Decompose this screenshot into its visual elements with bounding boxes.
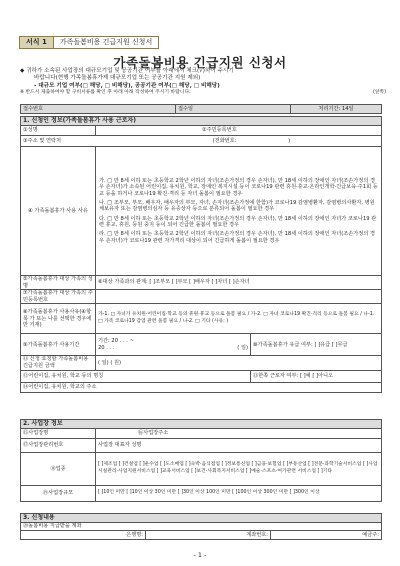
request-section [20, 513, 382, 540]
section-2-title: 2. 사업장 정보 [21, 420, 382, 429]
requested-amount-field[interactable]: ( 일) ( 원) [96, 356, 382, 370]
industry-label: ⑱업종 [21, 453, 96, 486]
company-address-field[interactable]: ⑯사업장주소 [96, 429, 382, 439]
reason-option-ra[interactable]: 라. □ 만 8세 이하 또는 초등학교 2학년 이하의 자녀(조손가정의 경우 손자녀), 만 18세 이하의 장애인 자녀(조손가정의 경우 손자녀)가 코로나19 관련 자가격리 대상이 되어 긴급하게 돌봄이 필요한 경우 [99, 231, 375, 244]
leave-reason-options [96, 147, 382, 276]
employer-number-field[interactable]: ⑰사업장관리번호 [21, 439, 96, 453]
form-name: 가족돌봄비용 긴급지원 신청서 [59, 38, 153, 46]
school-name-field[interactable]: ⑫어린이집, 유치원, 학교 등의 명칭 [21, 370, 251, 382]
target-family-rrn-field[interactable]: ⑦가족돌봄휴가 대상 가족의 주민등록번호 [21, 290, 96, 304]
bank-account-label: ⑳돌봄비용 지급받을 계좌 [21, 523, 382, 531]
rrn-field[interactable]: ②주민등록번호 [96, 126, 382, 136]
account-number-field[interactable]: 계좌번호: [146, 531, 271, 540]
reason-option-da[interactable]: 다. □ 만 8세 이하 또는 초등학교 2학년 이하의 자녀(조손가정의 경우 손자녀), 만 18세 이하의 장애인 자녀가 코로나19 관련 휴교, 휴원, 등원 중지 등이 되어 긴급한 돌봄이 필요한 경우 [99, 215, 377, 228]
form-tag [19, 36, 159, 49]
company-size-options[interactable]: [ ]10인 미만 [ ]10인 이상 30인 미만 [ ]30인 이상 100인 미만 [ ]100인 이상 300인 미만 [ ]300인 이상 [96, 486, 382, 502]
account-holder-field[interactable]: 예금주: [271, 531, 382, 540]
representative-field[interactable]: 사업장 대표자 성명 [96, 439, 382, 453]
section-1-title: 1. 신청인 정보(가족돌봄휴가 사용 근로자) [21, 117, 382, 126]
leave-period-field[interactable]: 기간: 20 . . . ~ 20 . . . ( 일) [96, 334, 251, 356]
page-ref: (앞쪽) [372, 90, 386, 96]
school-address-field[interactable]: ⑭어린이집, 유치원, 학교의 주소 [21, 382, 382, 392]
leave-purpose-label: ⑧가족돌봄휴가 사용사유(④항목 가 또는 나를 선택한 경우에만 기재) [21, 304, 96, 334]
section-3-title: 3. 신청내용 [21, 514, 382, 523]
requested-amount-label: ⑪ 신청 요청할 가족돌봄비용 긴급지원 금액 [21, 356, 96, 370]
form-title: 가족돌봄비용 긴급지원 신청서 [113, 55, 287, 70]
reason-option-ga[interactable]: 가. □ 만 8세 이하 또는 초등학교 2학년 이하의 자녀(조손가정의 경우 손자녀), 만 18세 이하의 장애인 자녀(조손가정의 경우 손자녀)가 소속된 어린이집, 유치원, 학교, 장애인 복지시설 등이 코로나19 관련 휴원·휴교·온라인개학·긴급보육·주1회 등교 등을 하거나 코로나19 확진·격리 등 자녀 돌봄이 필요한 경우 [99, 178, 378, 197]
industry-options[interactable]: [ ]제조업 [ ]건설업 [ ]운수업 [ ]도소매업 [ ]숙박·음식점업 [ ]정보통신업 [ ]금융·보험업 [ ]부동산업 [ ]전문·과학기술서비스업 [ ]사업시설관리·사업지원서비스업 [ ]교육서비스업 [ ]보건·사회복지서비스업 [ ]예술·스포츠·여가관련 서비스업 [ ]기타 [96, 453, 382, 486]
receipt-date-label: 접수일 [176, 105, 291, 114]
address-field[interactable]: ③주소 및 연락처 (전화번호: ) [21, 136, 382, 147]
bank-name-field[interactable]: 은행명: [21, 531, 146, 540]
form-number: 서식 1 [20, 37, 54, 48]
leave-purpose-options[interactable]: 가-1. □ 자녀가 유치원·어린이집·학교 등의 휴원·휴교 등으로 돌봄 필요 / 가-2. □ 자녀 코로나19 확진·격리 등으로 돌봄 필요 / 나-1. □ 가족 코로나19 감염 관련 돌봄 필요 / 나-2. □ 기타 (사유: ) [96, 304, 382, 334]
receipt-number-label: 접수번호 [21, 105, 176, 114]
reason-option-na[interactable]: 나. □ 조부모, 부모, 배우자, 배우자의 부모, 자녀, 손자녀(조손가정에 한함)가 코로나19 감염병환자, 감염병의사환자, 병원체보유자 또는 감염병의심자 등 유증상자 등으로 분류되어 돌봄이 필요한 경우 [99, 200, 375, 213]
intro-note: ※ 반드시 제출하여야 할 구비서류를 확인 후 아래 아래 작성하여 주시기 바랍니다. [20, 90, 191, 96]
intro-line-1: ◆ 귀하가 소속된 사업장의 대규모기업 및 공공기관 여부를 아래에서 체크(√)하여 주시기 [20, 68, 234, 74]
paid-leave-field[interactable]: ⑩가족돌봄휴가 유급 여부: [ ]유급 [ ]무급 [251, 334, 382, 356]
workplace-section [20, 419, 382, 502]
company-size-label: ⑲사업장규모 [21, 486, 96, 502]
name-field[interactable]: ①성명 [21, 126, 96, 136]
intro-line-2: 바랍니다(현행 가족돌봄휴가제 대규모기업 또는 공공기관 지원 제외) [34, 75, 201, 82]
intro-notice [20, 68, 386, 96]
company-name-field[interactable]: ⑮사업장명 [21, 429, 96, 439]
intro-line-3[interactable]: - 대규모 기업 여부(□ 해당, □ 비해당), 공공기관 여부(□ 해당, □ 비해당) [34, 82, 220, 89]
single-parent-field[interactable]: ⑬한쪽 근로자 여부: [ ]예 [ ]아니오 [251, 370, 382, 382]
relation-field[interactable]: ⑥대상 가족과의 관계: [ ]조부모 [ ]부모 [ ]배우자 [ ]자녀 [ ]손자녀 [96, 276, 382, 290]
leave-period-label: ⑨가족돌봄휴가 사용기간 [21, 334, 96, 356]
page-number: - 1 - [193, 551, 207, 559]
target-family-name-field[interactable]: ⑤가족돌봄휴가 대상 가족의 성명 [21, 276, 96, 290]
applicant-section [20, 116, 382, 393]
receipt-table [20, 104, 382, 114]
leave-reason-label: ④ 가족돌봄휴가 사용 사유 [21, 147, 96, 276]
processing-period: 처리기간: 14일 [291, 105, 382, 114]
